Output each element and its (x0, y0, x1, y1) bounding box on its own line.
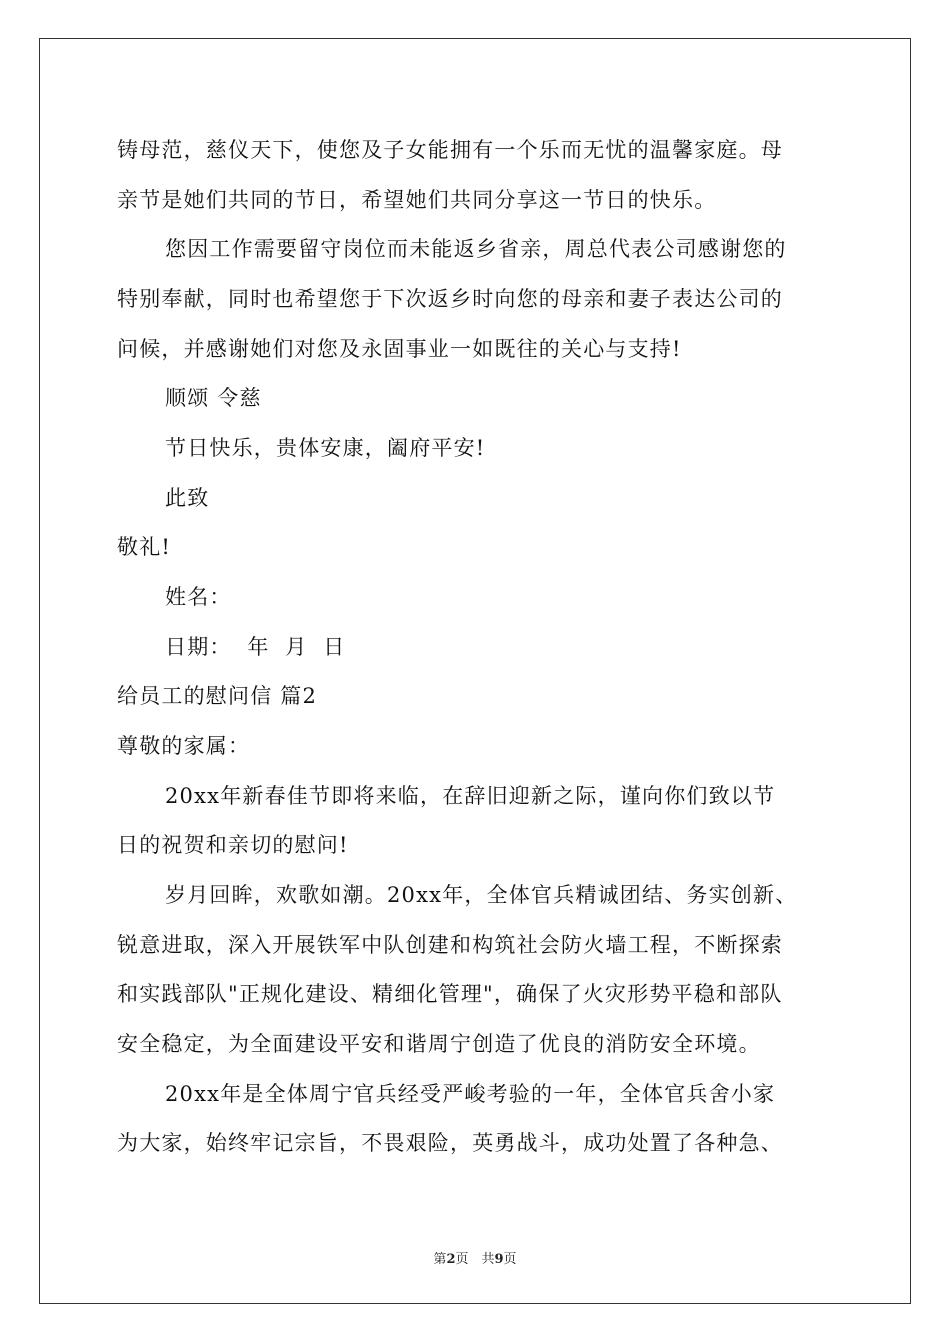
body-line: 岁月回眸，欢歌如潮。20xx年，全体官兵精诚团结、务实创新、 (165, 883, 798, 907)
body-line: 和实践部队"正规化建设、精细化管理"，确保了火灾形势平稳和部队 (117, 982, 783, 1006)
body-line: 20xx年新春佳节即将来临，在辞旧迎新之际，谨向你们致以节 (165, 784, 776, 808)
page-footer (0, 1248, 950, 1267)
body-line: 亲节是她们共同的节日，希望她们共同分享这一节日的快乐。 (117, 188, 717, 212)
signature-name: 姓名： (165, 585, 232, 609)
signature-date: 日期： 年 月 日 (165, 635, 346, 659)
total-page-number: 9 (494, 1252, 504, 1267)
body-line: 20xx年是全体周宁官兵经受严峻考验的一年，全体官兵舍小家 (165, 1082, 776, 1106)
body-line: 铸母范，慈仪天下，使您及子女能拥有一个乐而无忧的温馨家庭。母 (117, 138, 783, 162)
body-line: 问候，并感谢她们对您及永固事业一如既往的关心与支持! (117, 337, 682, 361)
section-heading: 给员工的慰问信 篇2 (117, 684, 318, 708)
greeting-line: 尊敬的家属： (117, 734, 251, 758)
current-page-number: 2 (446, 1252, 456, 1267)
closing-line: 节日快乐，贵体安康，阖府平安! (165, 436, 486, 460)
body-line: 日的祝贺和亲切的慰问! (117, 833, 349, 857)
body-line: 为大家，始终牢记宗旨，不畏艰险，英勇战斗，成功处置了各种急、 (117, 1131, 783, 1155)
body-line: 特别奉献，同时也希望您于下次返乡时向您的母亲和妻子表达公司的 (117, 287, 783, 311)
salutation-line: 敬礼! (117, 535, 172, 559)
body-line: 锐意进取，深入开展铁军中队创建和构筑社会防火墙工程，不断探索 (117, 933, 783, 957)
closing-line: 此致 (165, 486, 210, 510)
footer-mid: 页 共 (455, 1252, 495, 1267)
closing-line: 顺颂 令慈 (165, 386, 262, 410)
page-border (39, 38, 911, 1304)
body-line: 您因工作需要留守岗位而未能返乡省亲，周总代表公司感谢您的 (165, 237, 787, 261)
footer-suffix: 页 (503, 1252, 517, 1267)
footer-prefix: 第 (433, 1252, 447, 1267)
body-line: 安全稳定，为全面建设平安和谐周宁创造了优良的消防安全环境。 (117, 1032, 761, 1056)
